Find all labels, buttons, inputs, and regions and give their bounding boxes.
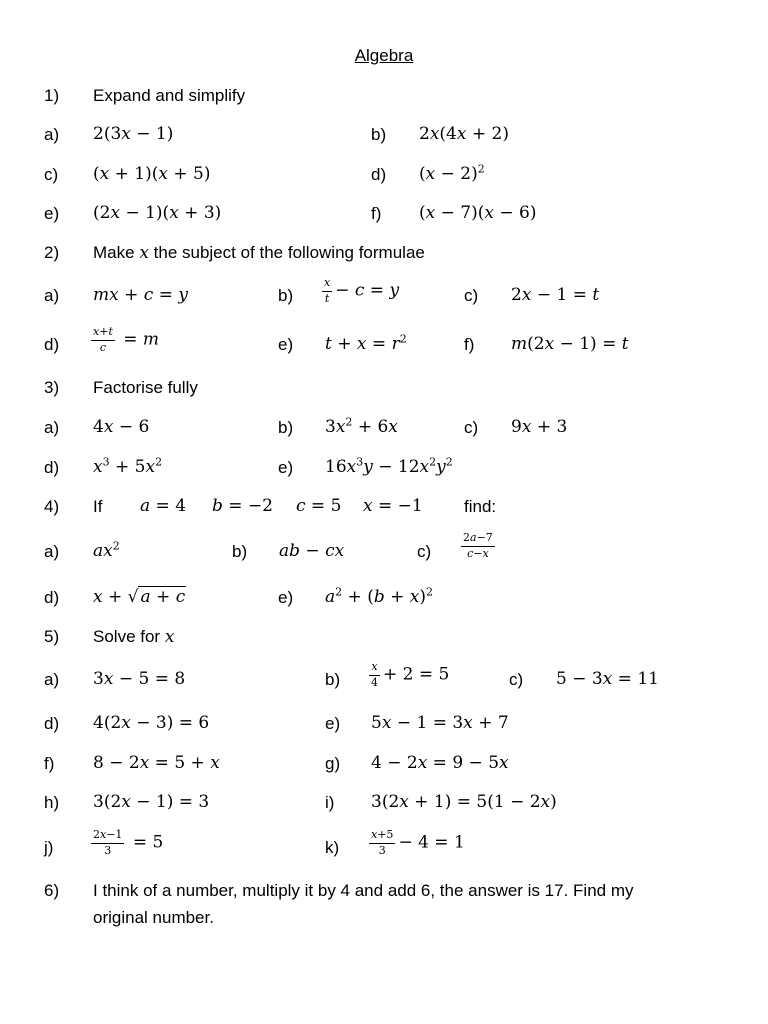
question-number: 3)	[44, 378, 60, 397]
part-label: e)	[278, 335, 294, 354]
expression: mx + c = y	[93, 285, 188, 305]
given-value: a = 4	[140, 496, 187, 516]
expression: 5 − 3x = 11	[556, 669, 659, 689]
part-label: a)	[44, 418, 60, 437]
expression: 2x(4x + 2)	[419, 124, 509, 144]
expression: $\frac{x}{4}$ + 2 = 5	[371, 660, 450, 689]
part-label: e)	[325, 714, 341, 733]
part-label: b)	[278, 286, 294, 305]
part-label: j)	[44, 838, 54, 857]
expression: 2(3x − 1)	[93, 124, 174, 144]
expression: 3(2x − 1) = 3	[93, 792, 210, 812]
expression: $\frac{x+t}{c}$ = m	[93, 325, 160, 354]
expression: 4 − 2x = 9 − 5x	[371, 753, 509, 773]
part-label: a)	[44, 542, 60, 561]
part-label: a)	[44, 286, 60, 305]
expression: $\frac{2a-7}{c-x}$	[463, 531, 493, 560]
expression: 4(2x − 3) = 6	[93, 713, 210, 733]
part-label: c)	[464, 286, 479, 305]
question-instruction: Factorise fully	[93, 378, 198, 397]
expression: $\frac{x}{t}$ − c = y	[324, 276, 400, 305]
given-value: x = −1	[363, 496, 423, 516]
part-label: f)	[371, 204, 382, 223]
expression: x + √ a + c	[93, 587, 186, 607]
part-label: e)	[278, 458, 294, 477]
question-number: 1)	[44, 86, 60, 105]
expression: $a^2 + (b + x)^2$	[325, 585, 434, 607]
expression: $x^3 + 5x^2$	[93, 455, 163, 477]
expression: $3x^2 + 6x$	[325, 415, 398, 437]
question-instruction: Make x the subject of the following formulae	[93, 243, 425, 263]
part-label: c)	[509, 670, 524, 689]
part-label: i)	[325, 793, 335, 812]
part-label: g)	[325, 754, 341, 773]
expression: $\frac{2x-1}{3}$ = 5	[93, 828, 164, 857]
expression: 3x − 5 = 8	[93, 669, 186, 689]
part-label: d)	[44, 458, 60, 477]
part-label: f)	[464, 335, 475, 354]
part-label: b)	[371, 125, 387, 144]
expression: (x + 1)(x + 5)	[93, 164, 211, 184]
expression: $16x^3y - 12x^2y^2$	[325, 455, 453, 477]
expression: (2x − 1)(x + 3)	[93, 203, 222, 223]
question-number: 5)	[44, 627, 60, 646]
question-number: 2)	[44, 243, 60, 262]
expression: $ax^2$	[93, 539, 120, 561]
page-title: Algebra	[354, 46, 414, 65]
expression: 5x − 1 = 3x + 7	[371, 713, 509, 733]
expression: $\frac{x+5}{3}$ − 4 = 1	[371, 828, 465, 857]
expression: 3(2x + 1) = 5(1 − 2x)	[371, 792, 557, 812]
question-number: 4)	[44, 497, 60, 516]
question-instruction: Solve for x	[93, 627, 175, 647]
expression: 4x − 6	[93, 417, 150, 437]
part-label: b)	[232, 542, 248, 561]
part-label: h)	[44, 793, 60, 812]
part-label: f)	[44, 754, 55, 773]
part-label: c)	[417, 542, 432, 561]
expression: m(2x − 1) = t	[511, 334, 629, 354]
expression: (x − 7)(x − 6)	[419, 203, 537, 223]
find-word: find:	[464, 497, 497, 516]
expression: 2x − 1 = t	[511, 285, 600, 305]
question-text-line: original number.	[93, 908, 214, 927]
part-label: d)	[44, 335, 60, 354]
part-label: k)	[325, 838, 340, 857]
part-label: c)	[44, 165, 59, 184]
part-label: b)	[325, 670, 341, 689]
given-value: c = 5	[296, 496, 342, 516]
part-label: b)	[278, 418, 294, 437]
expression: ab − cx	[279, 541, 345, 561]
expression: $(x - 2)^2$	[419, 162, 485, 184]
part-label: a)	[44, 125, 60, 144]
question-instruction: Expand and simplify	[93, 86, 246, 105]
expression: 8 − 2x = 5 + x	[93, 753, 220, 773]
part-label: d)	[44, 588, 60, 607]
given-value: b = −2	[212, 496, 274, 516]
part-label: d)	[44, 714, 60, 733]
part-label: e)	[44, 204, 60, 223]
expression: 9x + 3	[511, 417, 568, 437]
part-label: e)	[278, 588, 294, 607]
expression: $t + x = r^2$	[325, 332, 407, 354]
part-label: a)	[44, 670, 60, 689]
question-text-line: I think of a number, multiply it by 4 and add 6, the answer is 17. Find my	[93, 881, 634, 900]
if-word: If	[93, 497, 103, 516]
question-number: 6)	[44, 881, 60, 900]
part-label: c)	[464, 418, 479, 437]
part-label: d)	[371, 165, 387, 184]
